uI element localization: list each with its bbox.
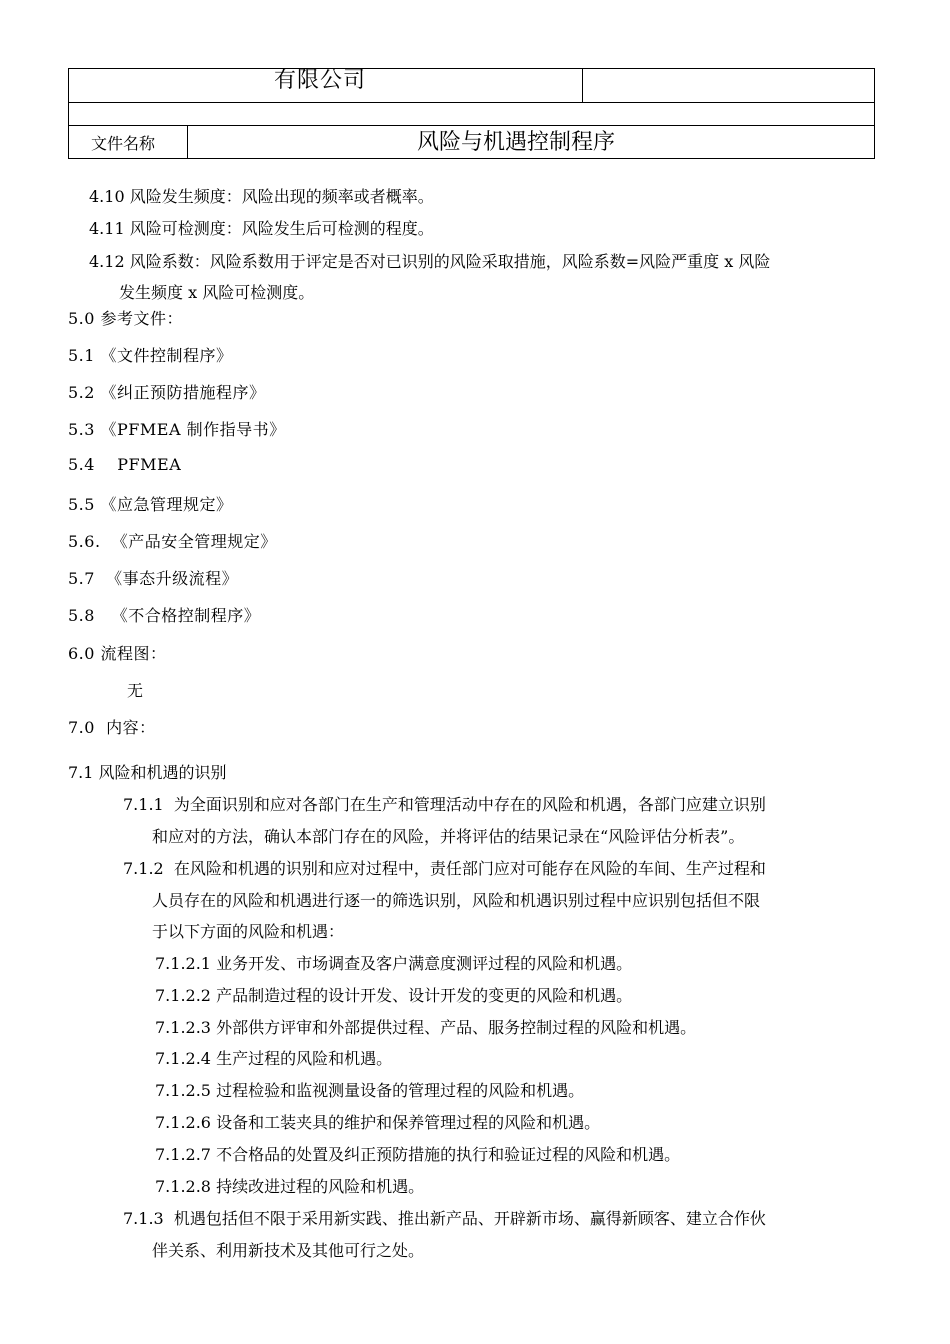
definition-4-12: 4.12 风险系数：风险系数用于评定是否对已识别的风险采取措施，风险系数=风险严重度 x 风险	[89, 252, 771, 271]
company-name: 有限公司	[274, 68, 367, 93]
para-7-1-2-cont-2: 于以下方面的风险和机遇：	[152, 922, 345, 941]
item-7-1-2-6: 7.1.2.6 设备和工装夹具的维护和保养管理过程的风险和机遇。	[155, 1113, 601, 1132]
reference-5-2: 5.2 《纠正预防措施程序》	[68, 383, 266, 402]
item-7-1-2-1: 7.1.2.1 业务开发、市场调查及客户满意度测评过程的风险和机遇。	[155, 954, 633, 973]
reference-5-5: 5.5 《应急管理规定》	[68, 495, 233, 514]
definition-4-11: 4.11 风险可检测度：风险发生后可检测的程度。	[89, 219, 434, 238]
section-6-0-heading: 6.0 流程图：	[68, 644, 167, 663]
reference-5-3: 5.3 《PFMEA 制作指导书》	[68, 420, 286, 439]
item-7-1-2-4: 7.1.2.4 生产过程的风险和机遇。	[155, 1049, 393, 1068]
section-5-0-heading: 5.0 参考文件：	[68, 309, 184, 328]
header-divider	[187, 126, 188, 159]
para-7-1-3-cont: 伴关系、利用新技术及其他可行之处。	[152, 1241, 425, 1260]
header-row-company	[69, 69, 874, 103]
reference-5-4: 5.4 PFMEA	[68, 455, 182, 474]
doc-title: 风险与机遇控制程序	[417, 130, 616, 155]
document-header-table	[68, 68, 875, 159]
definition-4-12-cont: 发生频度 x 风险可检测度。	[119, 283, 315, 302]
item-7-1-2-7: 7.1.2.7 不合格品的处置及纠正预防措施的执行和验证过程的风险和机遇。	[155, 1145, 681, 1164]
item-7-1-2-2: 7.1.2.2 产品制造过程的设计开发、设计开发的变更的风险和机遇。	[155, 986, 633, 1005]
header-row-title	[69, 126, 874, 159]
para-7-1-1-cont: 和应对的方法，确认本部门存在的风险，并将评估的结果记录在“风险评估分析表”。	[152, 827, 745, 846]
doc-name-label: 文件名称	[91, 134, 156, 153]
flowchart-none: 无	[127, 681, 144, 700]
definition-4-10: 4.10 风险发生频度：风险出现的频率或者概率。	[89, 187, 434, 206]
item-7-1-2-3: 7.1.2.3 外部供方评审和外部提供过程、产品、服务控制过程的风险和机遇。	[155, 1018, 697, 1037]
reference-5-6: 5.6. 《产品安全管理规定》	[68, 532, 277, 551]
item-7-1-2-5: 7.1.2.5 过程检验和监视测量设备的管理过程的风险和机遇。	[155, 1081, 585, 1100]
para-7-1-1: 7.1.1 为全面识别和应对各部门在生产和管理活动中存在的风险和机遇，各部门应建立识别	[123, 795, 766, 814]
header-divider	[582, 69, 583, 103]
reference-5-8: 5.8 《不合格控制程序》	[68, 606, 261, 625]
para-7-1-3: 7.1.3 机遇包括但不限于采用新实践、推出新产品、开辟新市场、赢得新顾客、建立合作伙	[123, 1209, 766, 1228]
para-7-1-2-cont-1: 人员存在的风险和机遇进行逐一的筛选识别，风险和机遇识别过程中应识别包括但不限	[152, 891, 761, 910]
section-7-0-heading: 7.0 内容：	[68, 718, 156, 737]
reference-5-7: 5.7 《事态升级流程》	[68, 569, 239, 588]
section-7-1-heading: 7.1 风险和机遇的识别	[68, 763, 227, 782]
header-row-blank	[69, 103, 874, 126]
reference-5-1: 5.1 《文件控制程序》	[68, 346, 233, 365]
item-7-1-2-8: 7.1.2.8 持续改进过程的风险和机遇。	[155, 1177, 425, 1196]
para-7-1-2: 7.1.2 在风险和机遇的识别和应对过程中，责任部门应对可能存在风险的车间、生产过程和	[123, 859, 766, 878]
